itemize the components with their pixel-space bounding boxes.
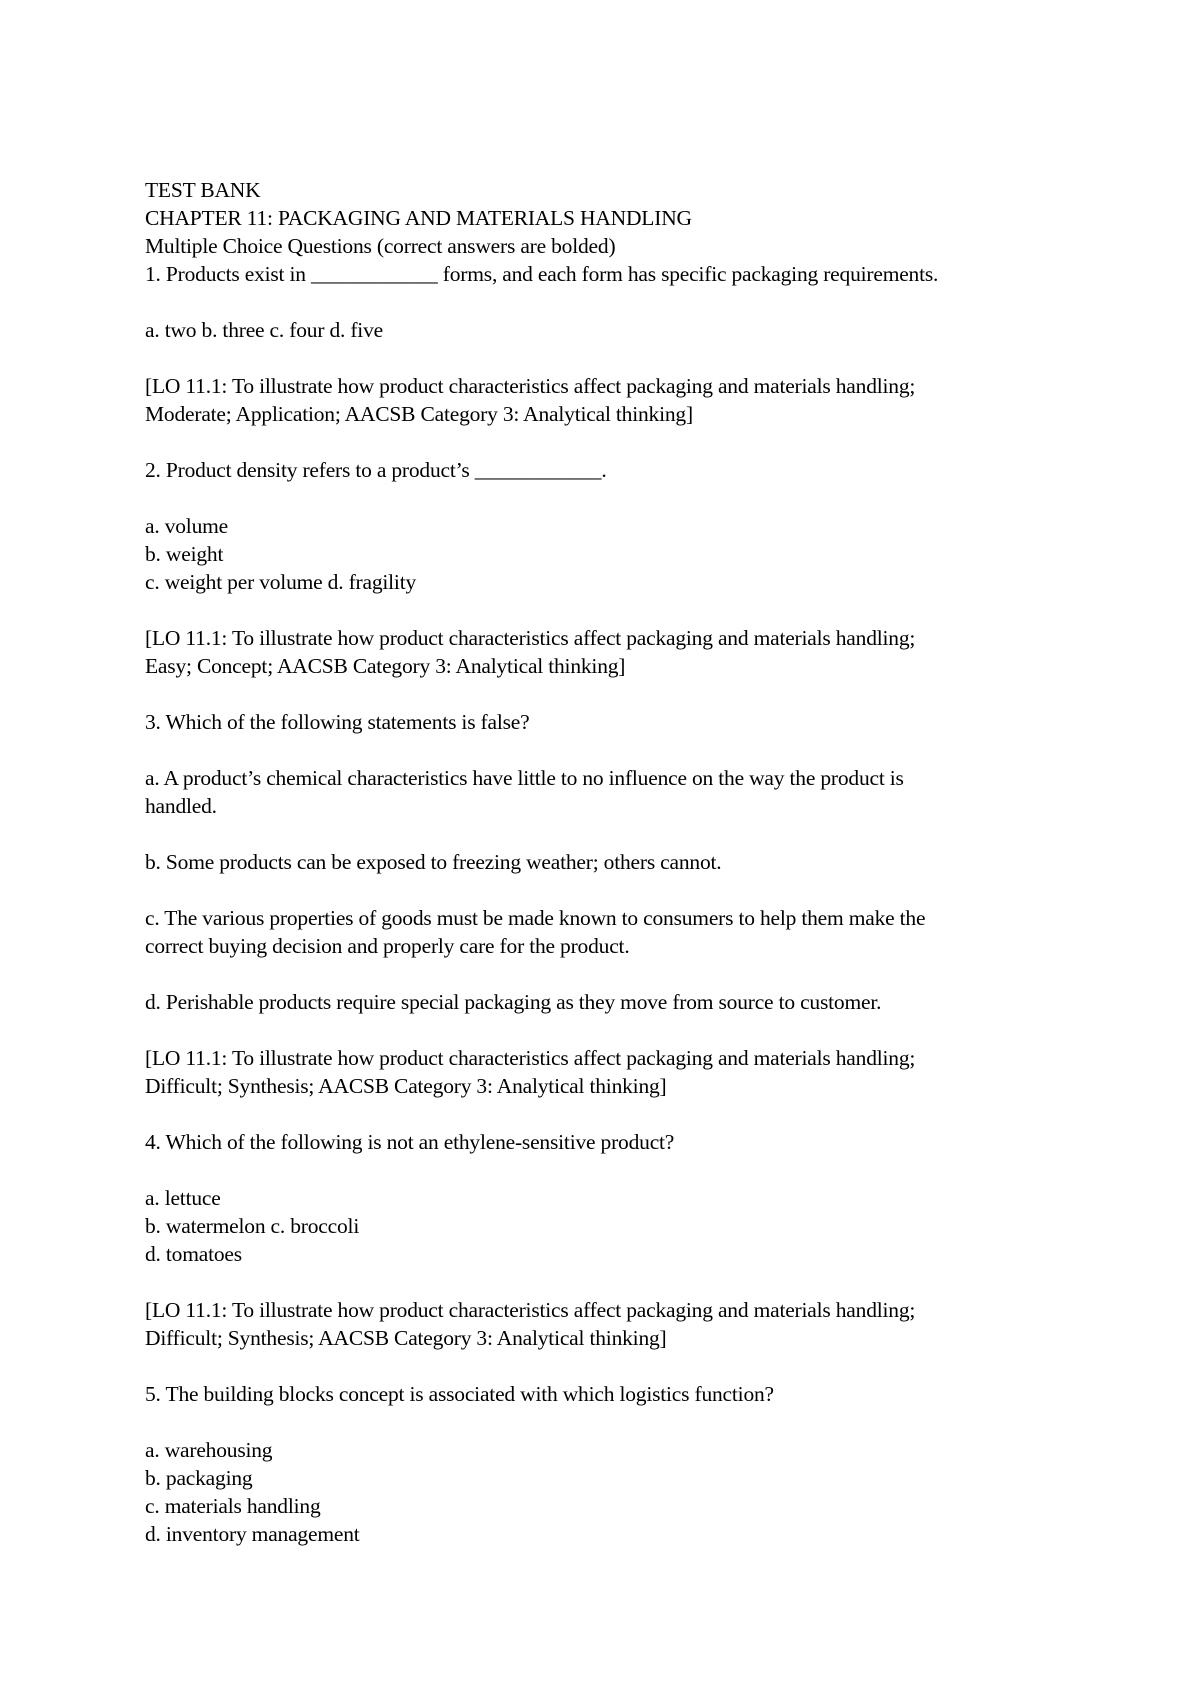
document-page bbox=[145, 176, 1105, 1548]
answer-option: a. warehousing bbox=[145, 1438, 273, 1462]
learning-objective-tag: Easy; Concept; AACSB Category 3: Analytical thinking] bbox=[145, 654, 626, 678]
question-1 bbox=[145, 260, 1105, 428]
question-5 bbox=[145, 1380, 1105, 1548]
answer-option: handled. bbox=[145, 794, 217, 818]
question-stem: 2. Product density refers to a product’s ____________. bbox=[145, 458, 607, 482]
question-2 bbox=[145, 456, 1105, 680]
learning-objective-tag: Difficult; Synthesis; AACSB Category 3: Analytical thinking] bbox=[145, 1074, 667, 1098]
question-stem: 5. The building blocks concept is associated with which logistics function? bbox=[145, 1382, 774, 1406]
learning-objective-tag: Moderate; Application; AACSB Category 3: Analytical thinking] bbox=[145, 402, 693, 426]
answer-option: c. materials handling bbox=[145, 1494, 321, 1518]
answer-option: b. packaging bbox=[145, 1466, 253, 1490]
answer-option: d. Perishable products require special packaging as they move from source to customer. bbox=[145, 990, 882, 1014]
learning-objective-tag: [LO 11.1: To illustrate how product characteristics affect packaging and materials handling; bbox=[145, 1298, 916, 1322]
answer-options: a. two b. three c. four d. five bbox=[145, 318, 383, 342]
question-4 bbox=[145, 1128, 1105, 1352]
answer-option: b. Some products can be exposed to freezing weather; others cannot. bbox=[145, 850, 722, 874]
answer-option: a. volume bbox=[145, 514, 228, 538]
answer-option: b. weight bbox=[145, 542, 224, 566]
answer-option: a. lettuce bbox=[145, 1186, 221, 1210]
answer-option: d. tomatoes bbox=[145, 1242, 242, 1266]
question-3 bbox=[145, 708, 1105, 1100]
learning-objective-tag: [LO 11.1: To illustrate how product characteristics affect packaging and materials handling; bbox=[145, 374, 916, 398]
document-title: TEST BANK bbox=[145, 178, 261, 202]
answer-option: d. inventory management bbox=[145, 1522, 360, 1546]
learning-objective-tag: [LO 11.1: To illustrate how product characteristics affect packaging and materials handling; bbox=[145, 1046, 916, 1070]
answer-option: a. A product’s chemical characteristics have little to no influence on the way the product is bbox=[145, 766, 904, 790]
question-stem: 1. Products exist in ____________ forms, and each form has specific packaging requirements. bbox=[145, 262, 939, 286]
answer-option: c. The various properties of goods must be made known to consumers to help them make the bbox=[145, 906, 926, 930]
learning-objective-tag: [LO 11.1: To illustrate how product characteristics affect packaging and materials handling; bbox=[145, 626, 916, 650]
question-stem: 3. Which of the following statements is false? bbox=[145, 710, 530, 734]
learning-objective-tag: Difficult; Synthesis; AACSB Category 3: Analytical thinking] bbox=[145, 1326, 667, 1350]
answer-option: c. weight per volume d. fragility bbox=[145, 570, 417, 594]
chapter-heading: CHAPTER 11: PACKAGING AND MATERIALS HANDLING bbox=[145, 206, 692, 230]
answer-option: correct buying decision and properly care for the product. bbox=[145, 934, 630, 958]
answer-option: b. watermelon c. broccoli bbox=[145, 1214, 360, 1238]
section-subtitle: Multiple Choice Questions (correct answers are bolded) bbox=[145, 234, 616, 258]
question-stem: 4. Which of the following is not an ethylene-sensitive product? bbox=[145, 1130, 675, 1154]
